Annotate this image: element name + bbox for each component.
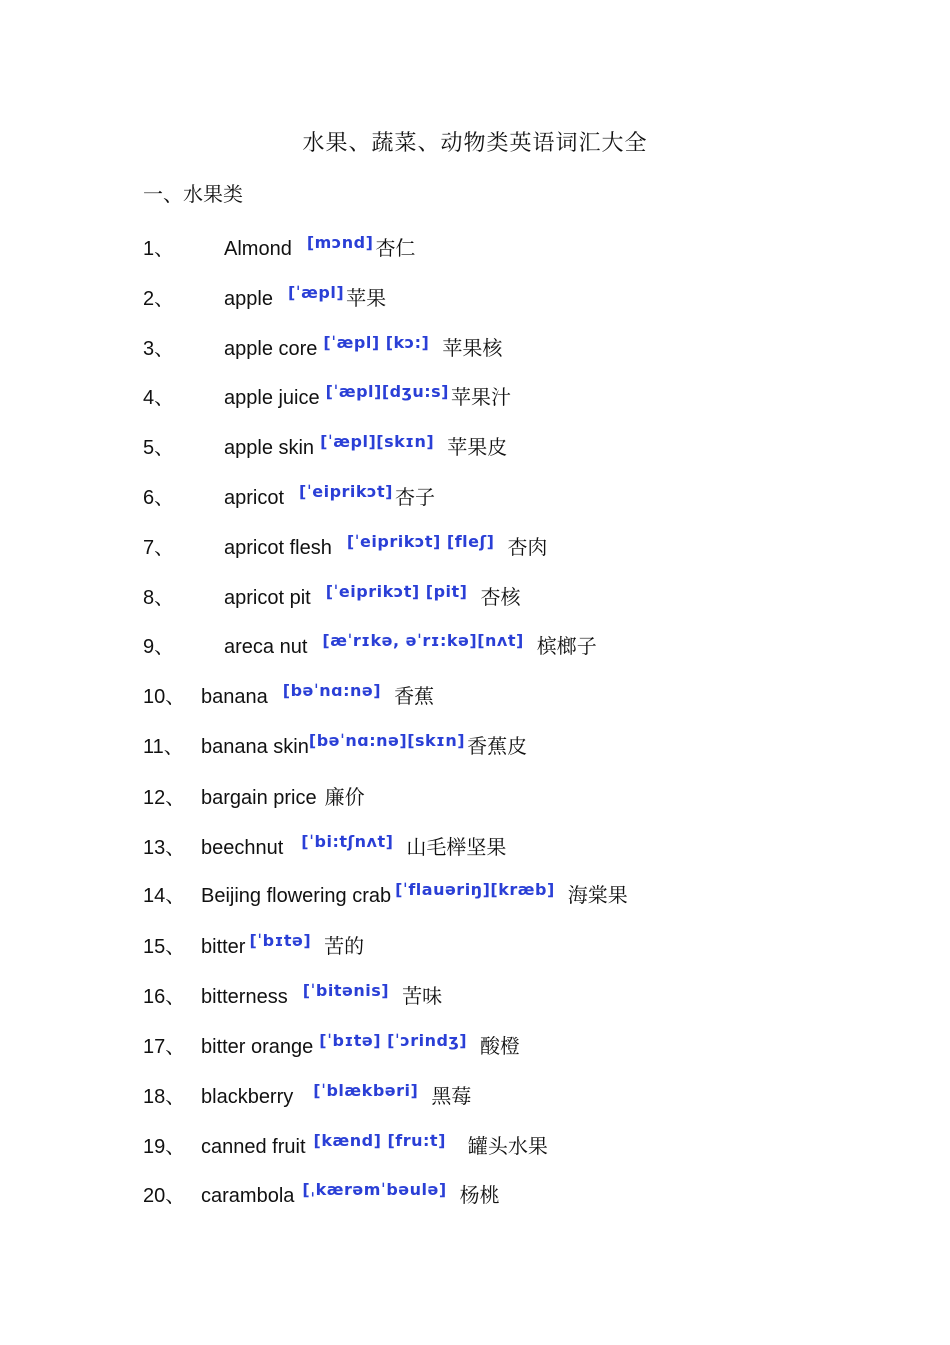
entry-word: apricot flesh bbox=[224, 537, 332, 559]
entry-number: 18、 bbox=[143, 1086, 186, 1108]
entry-number: 17、 bbox=[143, 1036, 186, 1058]
entry-chinese: 苹果汁 bbox=[451, 385, 511, 409]
entry-number: 9、 bbox=[143, 636, 175, 658]
entry-number: 15、 bbox=[143, 936, 186, 958]
entry-chinese: 苹果核 bbox=[442, 336, 503, 360]
entry-number: 8、 bbox=[143, 587, 175, 609]
entry-number: 19、 bbox=[143, 1136, 186, 1158]
entry-chinese: 杏仁 bbox=[375, 236, 416, 260]
entry-chinese: 苦的 bbox=[324, 934, 365, 958]
entry-number: 1、 bbox=[143, 238, 175, 260]
entry-phonetic: [ˈbitənis] bbox=[302, 981, 390, 1000]
entry-phonetic: [kænd] [fru:t] bbox=[313, 1131, 446, 1150]
entry-word: apricot pit bbox=[224, 587, 311, 609]
entry-phonetic: [bəˈnɑ:nə] bbox=[282, 681, 382, 700]
entry-number: 6、 bbox=[143, 487, 175, 509]
entry-word: apple core bbox=[224, 338, 318, 360]
entry-word: bargain price bbox=[201, 787, 317, 809]
entry-chinese: 杨桃 bbox=[459, 1183, 500, 1207]
entry-chinese: 廉价 bbox=[324, 785, 365, 809]
section-heading: 一、水果类 bbox=[143, 182, 243, 206]
entry-word: areca nut bbox=[224, 636, 308, 658]
entry-number: 11、 bbox=[143, 736, 184, 758]
entry-word: blackberry bbox=[201, 1086, 294, 1108]
entry-word: banana bbox=[201, 686, 268, 708]
entry-chinese: 海棠果 bbox=[567, 883, 628, 907]
entry-phonetic: [ˈbi:tʃnʌt] bbox=[301, 832, 394, 851]
entry-phonetic: [ˈæpl] [kɔ:] bbox=[323, 333, 430, 352]
entry-chinese: 酸橙 bbox=[480, 1034, 521, 1058]
entry-phonetic: [æˈrɪkə, əˈrɪ:kə][nʌt] bbox=[322, 631, 524, 650]
entry-chinese: 槟榔子 bbox=[536, 634, 597, 658]
entry-number: 20、 bbox=[143, 1185, 186, 1207]
entry-number: 14、 bbox=[143, 885, 186, 907]
entry-chinese: 苹果 bbox=[346, 286, 387, 310]
entry-phonetic: [ˈeiprikɔt] [pit] bbox=[325, 582, 468, 601]
entry-phonetic: [ˈæpl][skɪn] bbox=[320, 432, 435, 451]
entry-number: 12、 bbox=[143, 787, 186, 809]
entry-number: 7、 bbox=[143, 537, 175, 559]
entry-word: apple skin bbox=[224, 437, 315, 459]
entry-phonetic: [ˈbɪtə] bbox=[249, 931, 312, 950]
entry-phonetic: [ˌkærəmˈbəulə] bbox=[302, 1180, 447, 1199]
entry-number: 3、 bbox=[143, 338, 175, 360]
entry-chinese: 苹果皮 bbox=[447, 435, 508, 459]
entry-phonetic: [ˈflauəriŋ][kræb] bbox=[395, 880, 555, 899]
entry-number: 4、 bbox=[143, 387, 175, 409]
entry-number: 16、 bbox=[143, 986, 186, 1008]
entry-word: canned fruit bbox=[201, 1136, 306, 1158]
entry-word: banana skin bbox=[201, 736, 309, 758]
entry-chinese: 杏肉 bbox=[507, 535, 548, 559]
entry-word: Beijing flowering crab bbox=[201, 885, 392, 907]
entry-chinese: 山毛榉坚果 bbox=[406, 835, 507, 859]
entry-chinese: 罐头水果 bbox=[467, 1134, 548, 1158]
entry-phonetic: [ˈeiprikɔt] bbox=[299, 482, 393, 501]
entry-phonetic: [bəˈnɑ:nə][skɪn] bbox=[308, 731, 466, 750]
entry-word: carambola bbox=[201, 1185, 295, 1207]
entry-chinese: 香蕉皮 bbox=[467, 734, 528, 758]
entry-phonetic: [ˈæpl] bbox=[287, 283, 345, 302]
entry-chinese: 苦味 bbox=[402, 984, 443, 1008]
entry-number: 2、 bbox=[143, 288, 175, 310]
entry-phonetic: [mɔnd] bbox=[306, 233, 374, 252]
page-title: 水果、蔬菜、动物类英语词汇大全 bbox=[302, 131, 648, 156]
entry-word: bitterness bbox=[201, 986, 288, 1008]
entry-number: 5、 bbox=[143, 437, 175, 459]
entry-phonetic: [ˈæpl][dʒu:s] bbox=[325, 382, 449, 401]
entry-chinese: 杏核 bbox=[480, 585, 521, 609]
entry-number: 13、 bbox=[143, 837, 186, 859]
entry-word: beechnut bbox=[201, 837, 284, 859]
entry-word: bitter orange bbox=[201, 1036, 314, 1058]
entry-word: bitter bbox=[201, 936, 246, 958]
entry-phonetic: [ˈeiprikɔt] [fleʃ] bbox=[346, 532, 495, 551]
entry-phonetic: [ˈbɪtə] [ˈɔrindʒ] bbox=[319, 1031, 468, 1050]
entry-chinese: 香蕉 bbox=[394, 684, 435, 708]
entry-chinese: 黑莓 bbox=[431, 1084, 472, 1108]
entry-word: Almond bbox=[224, 238, 292, 260]
entry-phonetic: [ˈblækbəri] bbox=[313, 1081, 419, 1100]
entry-number: 10、 bbox=[143, 686, 186, 708]
entry-word: apple bbox=[224, 288, 273, 310]
entry-chinese: 杏子 bbox=[395, 485, 435, 509]
entry-word: apricot bbox=[224, 487, 285, 509]
entry-word: apple juice bbox=[224, 387, 320, 409]
